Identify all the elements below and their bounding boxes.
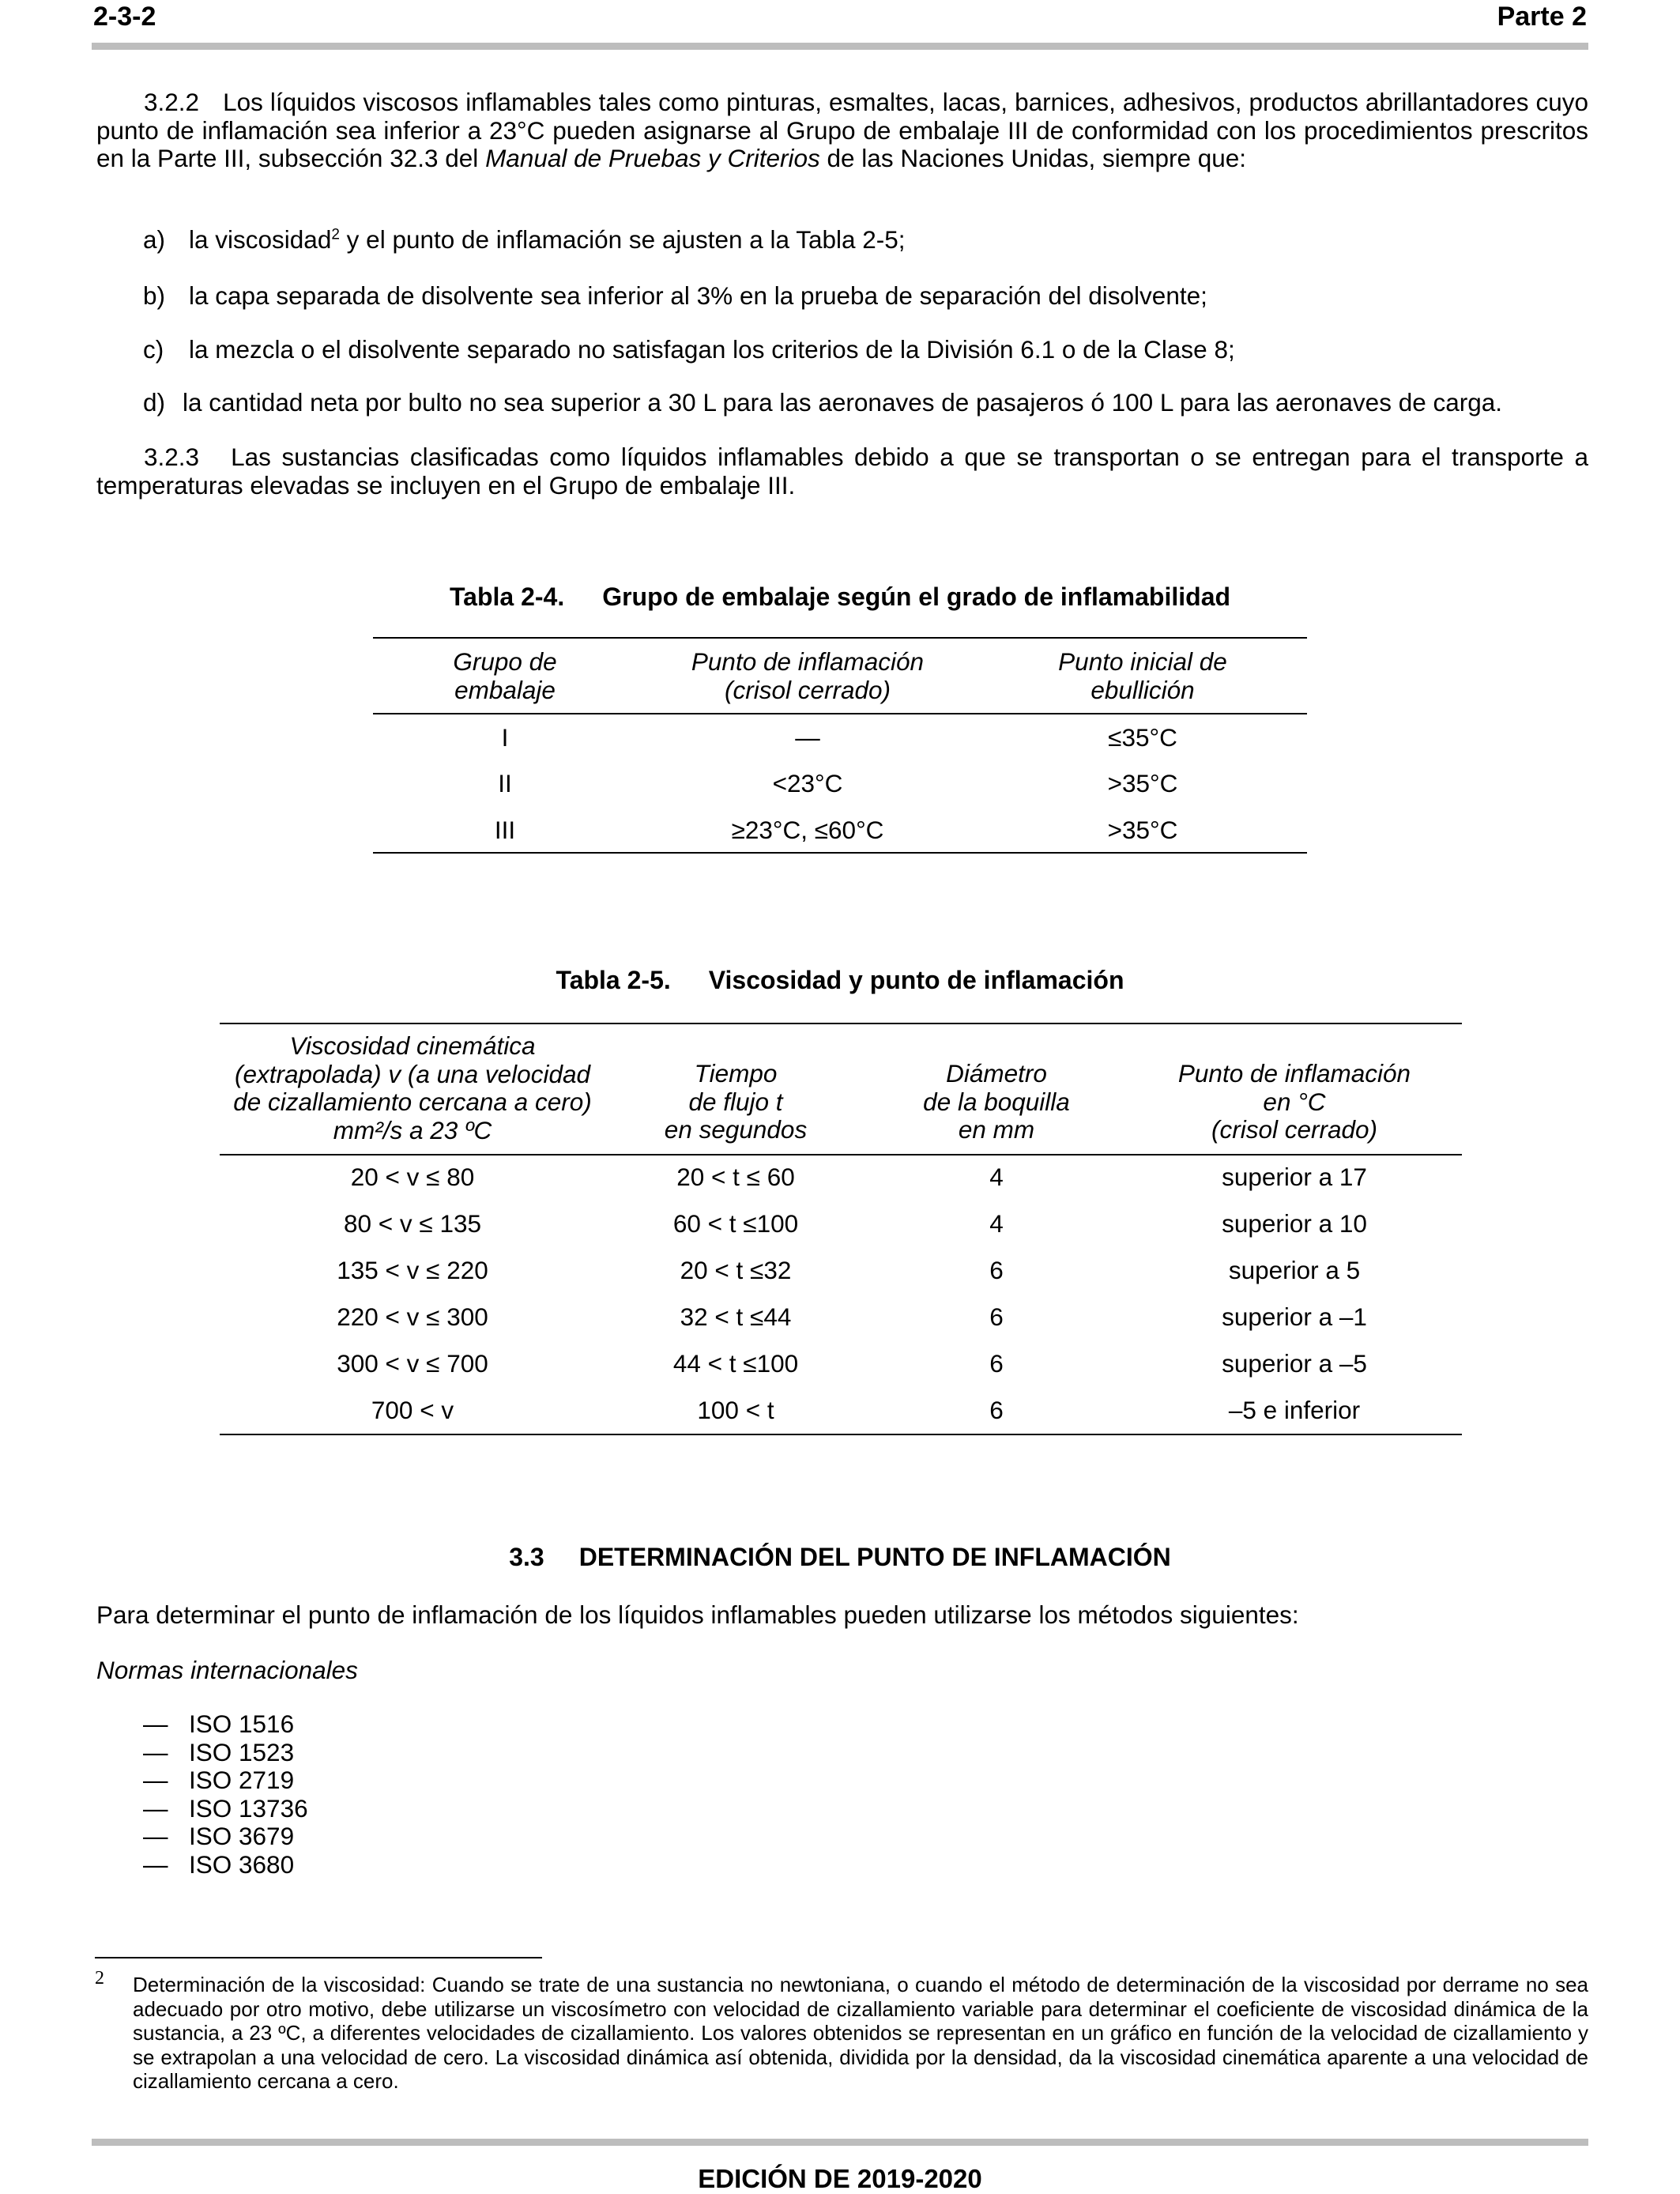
table-cell: 6 — [989, 1256, 1004, 1284]
table-cell: superior a 17 — [1222, 1163, 1367, 1191]
table-cell: superior a 5 — [1228, 1256, 1361, 1284]
list-text: la viscosidad — [189, 225, 332, 254]
table-title: Grupo de embalaje según el grado de inflamabilidad — [602, 582, 1231, 611]
table-cell: 6 — [989, 1349, 1004, 1378]
paragraph-number: 3.2.2 — [144, 88, 200, 116]
footnote-rule — [95, 1957, 542, 1958]
table-cell: 32 < t ≤44 — [680, 1302, 792, 1331]
column-header: Punto inicial de ebullición — [1058, 647, 1227, 704]
page-number: 2-3-2 — [93, 2, 156, 32]
table-cell: >35°C — [1107, 769, 1178, 797]
paragraph-number: 3.2.3 — [144, 443, 200, 471]
table-cell: 80 < v ≤ 135 — [343, 1209, 482, 1238]
list-item — [143, 388, 1589, 417]
footnote-text: Determinación de la viscosidad: Cuando se trate de una sustancia no newtoniana, o cuando el método de determinación de la viscosidad por derrame no sea adecuado por otro motivo, debe utilizarse un viscosímetro con velocidad de cizallamiento variable para determinar el coeficiente de viscosidad dinámica de la sustancia, a 23 ºC, a diferentes velocidades de cizallamiento. Los valores obtenidos se representan en un gráfico en función de la velocidad de cizallamiento y se extrapolan a una velocidad de cero. La viscosidad dinámica así obtenida, dividida por la densidad, da la viscosidad cinemática aparente a una velocidad de cizallamiento cercana a cero. — [133, 1973, 1588, 2093]
table-cell: 220 < v ≤ 300 — [337, 1302, 488, 1331]
list-item — [143, 335, 1589, 364]
table-cell: 20 < t ≤ 60 — [676, 1163, 795, 1191]
table-cell: ≥23°C, ≤60°C — [731, 816, 884, 844]
list-text: la capa separada de disolvente sea inferior al 3% en la prueba de separación del disolvente; — [189, 281, 1207, 310]
column-header: Tiempo de flujo t en segundos — [664, 1059, 808, 1144]
list-item — [143, 225, 1589, 254]
table-cell: >35°C — [1107, 816, 1178, 844]
table-2-5 — [220, 1023, 1462, 1437]
list-text: la cantidad neta por bulto no sea superior a 30 L para las aeronaves de pasajeros ó 100 L para las aeronaves de carga. — [183, 388, 1503, 417]
list-marker: a) — [143, 225, 166, 254]
table-cell: 44 < t ≤100 — [672, 1349, 799, 1378]
table-cell: 700 < v — [371, 1396, 454, 1424]
section-number: 3.3 — [509, 1543, 544, 1571]
table-cell: superior a –5 — [1222, 1349, 1367, 1378]
table-cell: I — [501, 723, 509, 752]
section-title: DETERMINACIÓN DEL PUNTO DE INFLAMACIÓN — [578, 1543, 1171, 1571]
table-cell: 6 — [989, 1396, 1004, 1424]
table-cell: ≤35°C — [1108, 723, 1177, 752]
table-cell: II — [498, 769, 512, 797]
subheading: Normas internacionales — [96, 1656, 358, 1684]
table-cell: 6 — [989, 1302, 1004, 1331]
page-header — [93, 0, 1587, 38]
column-header: Punto de inflamación en °C (crisol cerrado) — [1177, 1059, 1411, 1144]
table-cell: 4 — [989, 1209, 1004, 1238]
paragraph-text: Las sustancias clasificadas como líquidos inflamables debido a que se transportan o se entregan para el transporte a temperaturas elevadas se incluyen en el Grupo de embalaje III. — [96, 443, 1588, 499]
table-number: Tabla 2-5. — [556, 966, 671, 994]
table-cell: 60 < t ≤100 — [672, 1209, 799, 1238]
paragraph-3-2-2 — [96, 89, 1588, 173]
column-header: Punto de inflamación (crisol cerrado) — [691, 647, 925, 704]
section-heading — [0, 1543, 1680, 1572]
column-header: Grupo de embalaje — [453, 647, 557, 704]
column-header: Diámetro de la boquilla en mm — [923, 1059, 1070, 1144]
table-cell: 20 < t ≤32 — [680, 1256, 792, 1284]
edition-label: EDICIÓN DE 2019-2020 — [698, 2164, 982, 2193]
paragraph-text: Los líquidos viscosos inflamables tales como pinturas, esmaltes, lacas, barnices, adhesivos, productos abrillantadores cuyo punto de inflamación sea inferior a 23°C pueden asignarse al Grupo de embalaje III de conformidad con los procedimientos prescritos en la Parte III, subsección 32.3 del — [96, 88, 1588, 172]
paragraph-3-2-3 — [96, 443, 1588, 499]
table-cell: 100 < t — [697, 1396, 774, 1424]
footnote-mark: 2 — [95, 1968, 104, 1989]
column-header: Viscosidad cinemática (extrapolada) v (a una velocidad de cizallamiento cercana a cero) mm²/s a 23 ºC — [233, 1031, 592, 1144]
footer-rule — [92, 2139, 1588, 2146]
table-cell: –5 e inferior — [1228, 1396, 1361, 1424]
table-cell: 4 — [989, 1163, 1004, 1191]
list-text: la mezcla o el disolvente separado no satisfagan los criterios de la División 6.1 o de la Clase 8; — [189, 335, 1235, 364]
list-item: — ISO 13736 — [143, 1793, 308, 1823]
table-title: Viscosidad y punto de inflamación — [708, 966, 1124, 994]
list-item: — ISO 1516 — [143, 1710, 295, 1738]
table-cell: III — [494, 816, 516, 844]
table-cell: 20 < v ≤ 80 — [350, 1163, 475, 1191]
table-2-5-caption — [0, 966, 1680, 995]
manual-title: Manual de Pruebas y Criterios — [485, 144, 820, 172]
table-2-4-caption — [0, 582, 1680, 612]
list-item: — ISO 1523 — [143, 1737, 295, 1766]
list-text: y el punto de inflamación se ajusten a la Tabla 2-5; — [339, 225, 906, 254]
list-marker: d) — [143, 388, 166, 417]
list-marker: b) — [143, 281, 166, 310]
table-number: Tabla 2-4. — [449, 582, 565, 611]
header-rule — [92, 43, 1588, 50]
footnote-ref[interactable]: 2 — [331, 226, 340, 243]
list-marker: c) — [143, 335, 164, 364]
section-intro: Para determinar el punto de inflamación de los líquidos inflamables pueden utilizarse los métodos siguientes: — [96, 1600, 1299, 1629]
list-item: — ISO 3680 — [143, 1849, 295, 1879]
list-item — [143, 281, 1589, 310]
paragraph-text-end: de las Naciones Unidas, siempre que: — [819, 144, 1247, 172]
table-cell: — — [795, 723, 820, 752]
list-item: — ISO 2719 — [143, 1766, 295, 1794]
table-2-4 — [373, 637, 1307, 855]
list-item: — ISO 3679 — [143, 1822, 295, 1850]
table-cell: 135 < v ≤ 220 — [337, 1256, 488, 1284]
part-label: Parte 2 — [1497, 2, 1587, 32]
table-cell: superior a 10 — [1222, 1209, 1367, 1238]
table-cell: 300 < v ≤ 700 — [337, 1349, 488, 1378]
table-cell: <23°C — [772, 769, 843, 797]
table-cell: superior a –1 — [1222, 1302, 1367, 1331]
iso-standards-list — [143, 1710, 308, 1879]
